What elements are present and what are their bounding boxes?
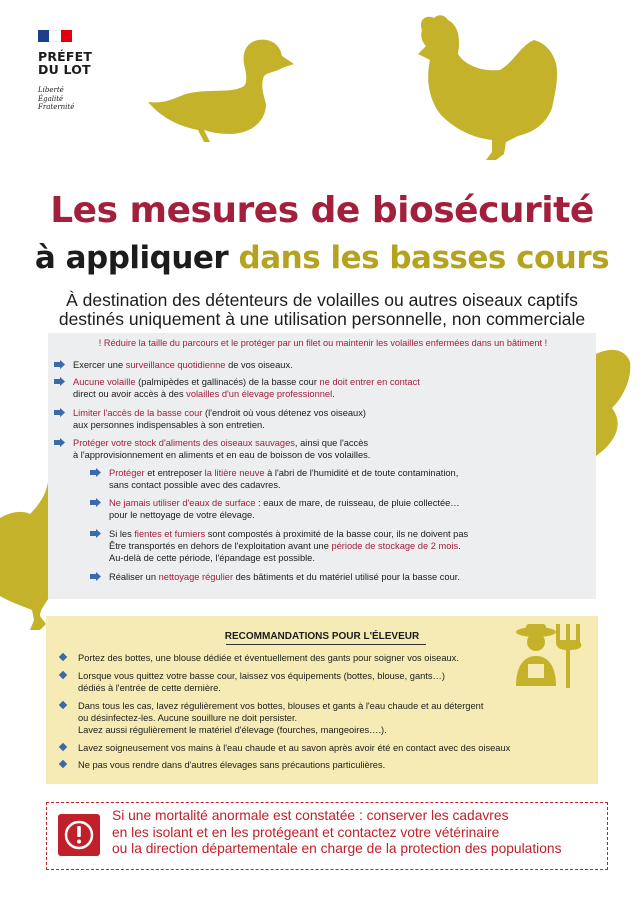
alert-line3: ou la direction départementale en charge de la protection des populations	[112, 841, 562, 856]
logo-title-line1: PRÉFET	[38, 49, 93, 64]
measure-item: Protéger et entreposer la litière neuve à l'abri de l'humidité et de toute contamination, sans contact possible avec des cadavres.	[90, 467, 540, 491]
enclosure-warning: ! Réduire la taille du parcours et le protéger par un filet ou maintenir les volailles enfermées dans un bâtiment !	[98, 338, 548, 348]
title-underline	[226, 644, 426, 645]
measure-item: Aucune volaille (palmipèdes et gallinacés) de la basse cour ne doit entrer en contact direct ou avoir accès à des volailles d'un élevage professionnel.	[54, 376, 494, 400]
mortality-alert-text	[112, 808, 602, 858]
recommendation-item: Dans tous les cas, lavez régulièrement vos bottes, blouses et gants à l'eau chaude et au détergent ou désinfectez-les. Aucune souillure ne doit persister. Lavez aussi régulièrement le matériel d'élevage (fourches, mangeoires….).	[60, 700, 590, 736]
motto-egalite: Égalité	[38, 94, 64, 103]
pitchfork-icon	[556, 624, 581, 688]
measure-item: Limiter l'accès de la basse cour (l'endroit où vous détenez vos oiseaux) aux personnes indispensables à son entretien.	[54, 407, 484, 431]
motto-fraternite: Fraternité	[38, 103, 75, 111]
recommendations-title: RECOMMANDATIONS POUR L'ÉLEVEUR	[224, 631, 420, 642]
hen-icon	[404, 12, 562, 162]
republique-logo-icon	[38, 30, 72, 42]
recommendation-item: Lorsque vous quittez votre basse cour, laissez vos équipements (bottes, blouse, gants…) dédiés à l'entrée de cette dernière.	[60, 670, 520, 694]
audience-line2: destinés uniquement à une utilisation personnelle, non commerciale	[58, 308, 586, 329]
measure-item: Exercer une surveillance quotidienne de vos oiseaux.	[54, 359, 574, 371]
motto-liberte: Liberté	[38, 86, 64, 94]
arrow-bullet-icon	[54, 408, 65, 417]
audience-line1: À destination des détenteurs de volailles ou autres oiseaux captifs	[66, 290, 578, 310]
page-subtitle-heading	[0, 240, 644, 276]
republic-motto	[38, 86, 118, 112]
title-part-black: à appliquer	[34, 240, 229, 276]
audience-statement	[30, 291, 614, 328]
recommendation-item: Ne pas vous rendre dans d'autres élevages sans précautions particulières.	[60, 759, 590, 771]
measure-item: Ne jamais utiliser d'eaux de surface : eaux de mare, de ruisseau, de pluie collectée… pour le nettoyage de votre élevage.	[90, 497, 540, 521]
exclamation-icon	[58, 814, 100, 856]
arrow-bullet-icon	[90, 572, 101, 581]
measure-item: Si les fientes et fumiers sont compostés à proximité de la basse cour, ils ne doivent pas Être transportés en dehors de l'exploitation avant une période de stockage de 2 mois. Au-delà de cette période, l'épandage est possible.	[90, 528, 560, 564]
duck-icon	[148, 36, 294, 144]
arrow-bullet-icon	[54, 438, 65, 447]
prefecture-name	[38, 50, 158, 76]
arrow-bullet-icon	[90, 468, 101, 477]
alert-line2: en les isolant et en les protégeant et contactez votre vétérinaire	[112, 824, 500, 840]
recommendation-item: Portez des bottes, une blouse dédiée et éventuellement des gants pour soigner vos oiseaux.	[60, 652, 530, 664]
arrow-bullet-icon	[54, 360, 65, 369]
arrow-bullet-icon	[90, 498, 101, 507]
title-part-ochre: dans les basses cours	[238, 240, 610, 276]
measure-item: Réaliser un nettoyage régulier des bâtiments et du matériel utilisé pour la basse cour.	[90, 571, 570, 583]
logo-title-line2: DU LOT	[38, 62, 91, 77]
alert-line1: Si une mortalité anormale est constatée : conserver les cadavres	[112, 808, 509, 823]
arrow-bullet-icon	[90, 529, 101, 538]
page-title: Les mesures de biosécurité	[50, 190, 594, 231]
recommendation-item: Lavez soigneusement vos mains à l'eau chaude et au savon après avoir été en contact avec des oiseaux	[60, 742, 590, 754]
measure-item: Protéger votre stock d'aliments des oiseaux sauvages, ainsi que l'accès à l'approvisionnement en aliments et en eau de boisson de vos volailles.	[54, 437, 484, 461]
arrow-bullet-icon	[54, 377, 65, 386]
